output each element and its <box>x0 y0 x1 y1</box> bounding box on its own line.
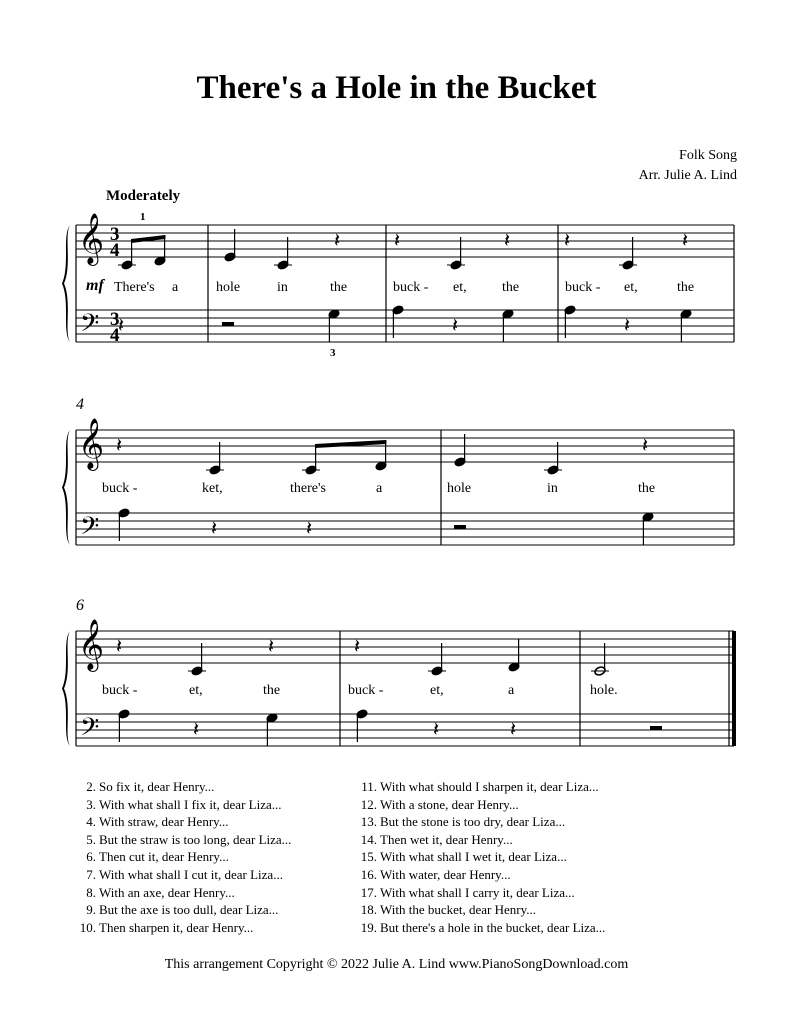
system-number: 4 <box>76 396 84 413</box>
verse-line <box>355 884 605 902</box>
lyric-word: buck - <box>102 683 138 698</box>
quarter-rest: 𝄽 <box>268 634 275 658</box>
verse-line <box>76 901 291 919</box>
verse-line <box>76 796 291 814</box>
quarter-rest: 𝄽 <box>118 313 125 337</box>
lyric-word: there's <box>290 481 326 496</box>
verse-line <box>355 866 605 884</box>
verse-number: 16. <box>360 866 377 882</box>
quarter-rest: 𝄽 <box>116 634 123 658</box>
composer-line: Folk Song <box>679 148 737 163</box>
verse-text: So fix it, dear Henry... <box>99 779 215 794</box>
verse-line <box>76 884 291 902</box>
verse-text: With water, dear Henry... <box>380 866 511 882</box>
brace <box>62 225 70 342</box>
quarter-rest: 𝄽 <box>306 516 313 540</box>
fingering: 1 <box>140 211 146 223</box>
verse-text: With the bucket, dear Henry... <box>380 902 537 918</box>
quarter-rest: 𝄽 <box>394 228 401 252</box>
verse-text: With what should I sharpen it, dear Liza... <box>380 779 599 794</box>
quarter-rest: 𝄽 <box>682 228 689 252</box>
lyric-word: et, <box>189 683 203 698</box>
treble-clef: 𝄞 <box>78 619 105 670</box>
quarter-rest: 𝄽 <box>564 228 571 252</box>
verse-number: 2. <box>86 779 96 794</box>
verse-line <box>355 919 605 937</box>
quarter-rest: 𝄽 <box>624 313 631 337</box>
time-signature-top: 3 <box>110 224 120 245</box>
verse-number: 19. <box>360 919 377 935</box>
quarter-rest: 𝄽 <box>116 433 123 457</box>
verse-text: With what shall I wet it, dear Liza... <box>380 849 567 865</box>
lyric-word: the <box>638 481 656 496</box>
lyric-word: buck - <box>102 481 138 496</box>
lyric-word: the <box>502 280 520 295</box>
half-rest <box>222 322 234 326</box>
lyric-word: ket, <box>202 481 223 496</box>
lyric-word: in <box>277 280 288 295</box>
lyric-word: There's <box>114 280 155 295</box>
verse-text: Then wet it, dear Henry... <box>380 831 513 847</box>
verse-number: 12. <box>360 796 377 812</box>
quarter-rest: 𝄽 <box>433 717 440 741</box>
verse-line <box>355 813 605 831</box>
verse-line <box>76 778 291 796</box>
verse-number: 17. <box>360 884 377 900</box>
verse-number: 18. <box>360 902 377 918</box>
half-rest <box>650 726 662 730</box>
verse-number: 5. <box>86 831 96 847</box>
verse-line <box>355 778 605 796</box>
verse-text: But the straw is too long, dear Liza... <box>99 831 292 847</box>
bass-clef: 𝄢 <box>80 309 100 344</box>
lyric-word: hole. <box>590 683 618 698</box>
fingering: 3 <box>330 347 336 359</box>
lyric-word: a <box>376 481 383 496</box>
verse-line <box>355 796 605 814</box>
half-rest <box>454 525 466 529</box>
lyric-word: hole <box>216 280 241 295</box>
quarter-rest: 𝄽 <box>211 516 218 540</box>
verse-number: 10. <box>79 919 96 935</box>
time-signature-top: 3 <box>110 309 120 330</box>
lyric-word: et, <box>453 280 467 295</box>
verse-text: With straw, dear Henry... <box>99 814 229 830</box>
lyric-word: the <box>330 280 348 295</box>
verse-text: With an axe, dear Henry... <box>99 884 235 900</box>
verse-text: But the axe is too dull, dear Liza... <box>99 902 279 918</box>
verse-text: Then cut it, dear Henry... <box>99 849 229 865</box>
quarter-rest: 𝄽 <box>510 717 517 741</box>
verse-line <box>76 813 291 831</box>
lyric-word: the <box>677 280 695 295</box>
quarter-rest: 𝄽 <box>642 433 649 457</box>
verse-number: 14. <box>360 831 377 847</box>
verse-line <box>355 901 605 919</box>
lyric-word: a <box>172 280 179 295</box>
beam <box>131 235 165 243</box>
treble-clef: 𝄞 <box>78 213 105 264</box>
verse-number: 11. <box>361 779 377 794</box>
time-signature-bottom: 4 <box>110 240 120 261</box>
tempo-marking: Moderately <box>106 188 181 204</box>
lyric-word: a <box>508 683 515 698</box>
verses-left-column <box>76 778 291 936</box>
verse-text: With what shall I fix it, dear Liza... <box>99 796 282 812</box>
lyric-word: hole <box>447 481 472 496</box>
verse-number: 15. <box>360 849 377 865</box>
quarter-rest: 𝄽 <box>334 228 341 252</box>
verse-number: 13. <box>360 814 377 830</box>
quarter-rest: 𝄽 <box>354 634 361 658</box>
song-title: There's a Hole in the Bucket <box>196 70 597 106</box>
verse-text: With a stone, dear Henry... <box>380 796 519 812</box>
lyric-word: buck - <box>565 280 601 295</box>
verse-line <box>355 831 605 849</box>
dynamic-marking: mf <box>86 277 104 294</box>
brace <box>62 430 70 545</box>
lyric-word: the <box>263 683 281 698</box>
arranger-line: Arr. Julie A. Lind <box>638 168 737 183</box>
verses-right-column <box>355 778 605 936</box>
final-barline-thick <box>732 631 736 746</box>
copyright-footer: This arrangement Copyright © 2022 Julie A. Lind www.PianoSongDownload.com <box>164 957 629 972</box>
verse-text: With what shall I carry it, dear Liza... <box>380 884 575 900</box>
verse-number: 3. <box>86 796 96 812</box>
verse-number: 8. <box>86 884 96 900</box>
verse-number: 4. <box>86 814 96 830</box>
verse-number: 7. <box>86 866 96 882</box>
lyric-word: et, <box>430 683 444 698</box>
bass-clef: 𝄢 <box>80 512 100 547</box>
quarter-rest: 𝄽 <box>193 717 200 741</box>
verse-text: With what shall I cut it, dear Liza... <box>99 866 283 882</box>
brace <box>62 631 70 746</box>
verse-line <box>76 848 291 866</box>
time-signature-bottom: 4 <box>110 325 120 346</box>
verse-text: But the stone is too dry, dear Liza... <box>380 814 566 830</box>
quarter-rest: 𝄽 <box>452 313 459 337</box>
beam <box>315 440 386 448</box>
lyric-word: buck - <box>348 683 384 698</box>
lyric-word: in <box>547 481 558 496</box>
verse-line <box>76 831 291 849</box>
verse-line <box>76 866 291 884</box>
verse-line <box>355 848 605 866</box>
quarter-rest: 𝄽 <box>504 228 511 252</box>
verse-number: 6. <box>86 849 96 865</box>
treble-clef: 𝄞 <box>78 418 105 469</box>
lyric-word: buck - <box>393 280 429 295</box>
verse-line <box>76 919 291 937</box>
verse-text: Then sharpen it, dear Henry... <box>99 919 254 935</box>
lyric-word: et, <box>624 280 638 295</box>
bass-clef: 𝄢 <box>80 713 100 748</box>
system-number: 6 <box>76 597 84 614</box>
verse-text: But there's a hole in the bucket, dear Liza... <box>380 919 606 935</box>
verse-number: 9. <box>86 902 96 918</box>
